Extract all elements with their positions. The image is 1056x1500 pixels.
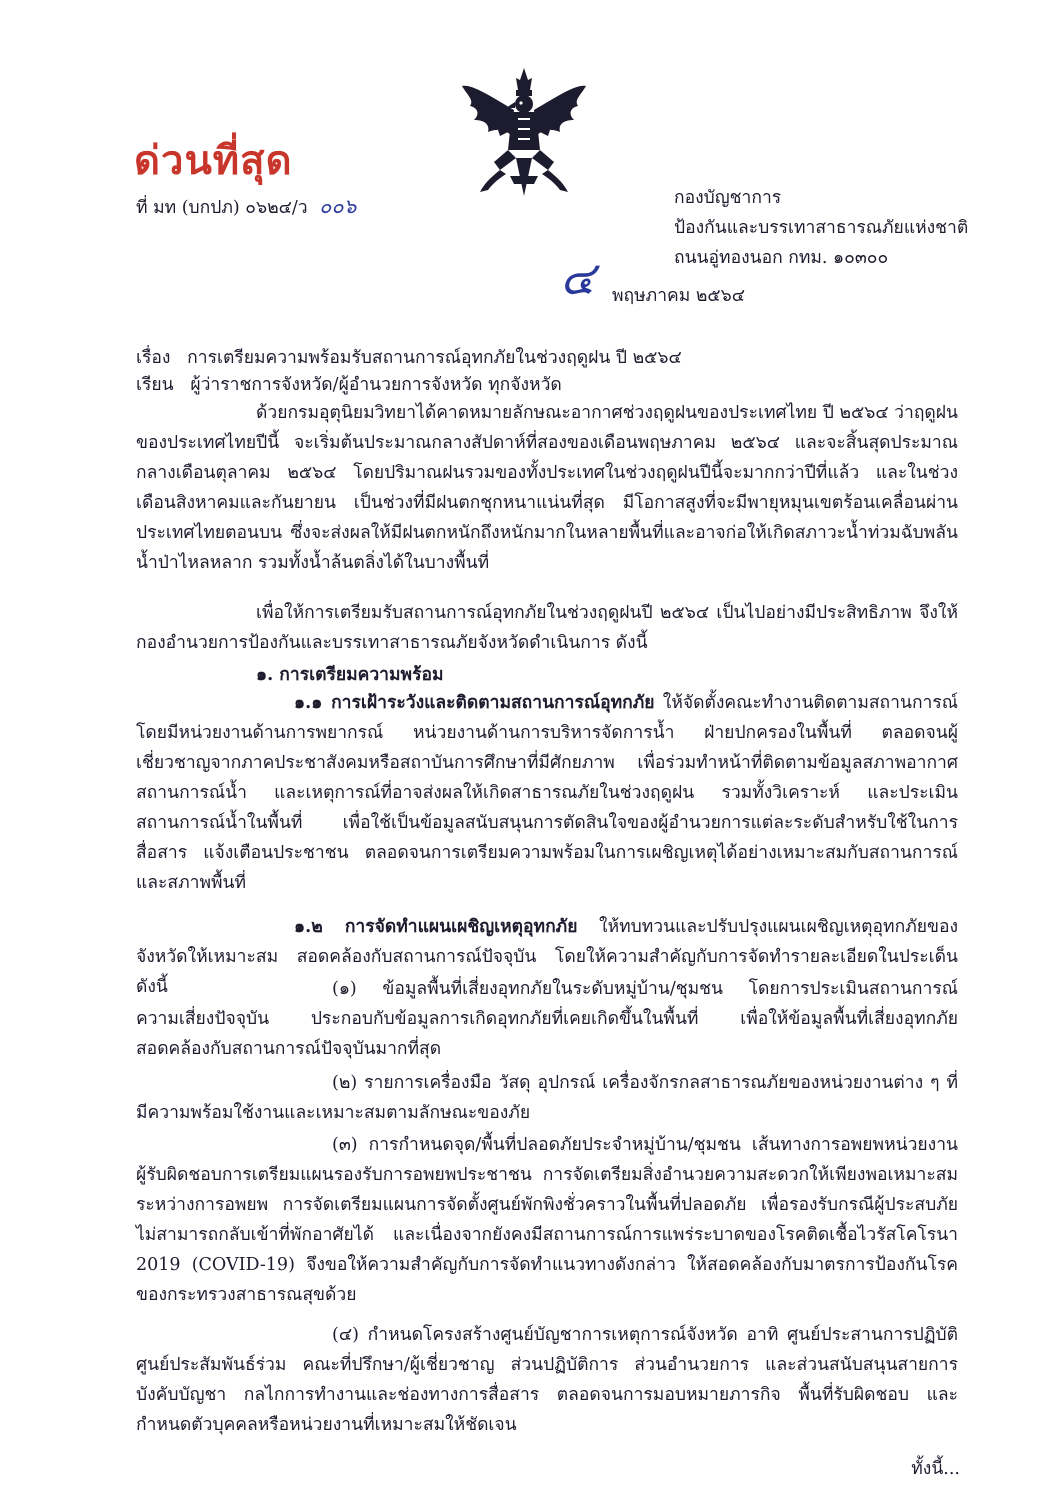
urgency-stamp: ด่วนที่สุด xyxy=(134,138,293,184)
section-1-heading: ๑. การเตรียมความพร้อม xyxy=(256,665,444,685)
subject-text: การเตรียมความพร้อมรับสถานการณ์อุทกภัยในช่วงฤดูฝน ปี ๒๕๖๔ xyxy=(187,348,682,368)
section-1-2-text: ให้ทบทวนและปรับปรุงแผนเผชิญเหตุอุทกภัยของจังหวัดให้เหมาะสม สอดคล้องกับสถานการณ์ปัจจุบัน โดยให้ความสำคัญกับการจัดทำรายละเอียดในประเด็น ดังนี้ xyxy=(136,917,958,997)
paragraph-intro: ด้วยกรมอุตุนิยมวิทยาได้คาดหมายลักษณะอากาศช่วงฤดูฝนของประเทศไทย ปี ๒๕๖๔ ว่าฤดูฝนของประเทศไทยปีนี้ จะเริ่มต้นประมาณกลางสัปดาห์ที่สองของเดือนพฤษภาคม ๒๕๖๔ และจะสิ้นสุดประมาณกลางเดือนตุลาคม ๒๕๖๔ โดยปริมาณฝนรวมของทั้งประเทศในช่วงฤดูฝนปีนี้จะมากกว่าปีที่แล้ว และในช่วงเดือนสิงหาคมและกันยายน เป็นช่วงที่มีฝนตกชุกหนาแน่นที่สุด มีโอกาสสูงที่จะมีพายุหมุนเขตร้อนเคลื่อนผ่านประเทศไทยตอนบน ซึ่งจะส่งผลให้มีฝนตกหนักถึงหนักมากในหลายพื้นที่และอาจก่อให้เกิดสภาวะน้ำท่วมฉับพลัน น้ำป่าไหลหลาก รวมทั้งน้ำล้นตลิ่งได้ในบางพื้นที่ xyxy=(136,403,958,573)
handwritten-document-number: ๐๐๖ xyxy=(319,194,357,218)
section-1-1 xyxy=(136,688,958,898)
reference-text: ที่ มท (บกปภ) ๐๖๒๔/ว xyxy=(136,198,308,218)
section-1-1-text: ให้จัดตั้งคณะทำงานติดตามสถานการณ์ โดยมีหน่วยงานด้านการพยากรณ์ หน่วยงานด้านการบริหารจัดการน้ำ ฝ่ายปกครองในพื้นที่ ตลอดจนผู้เชี่ยวชาญจากภาคประชาสังคมหรือสถาบันการศึกษาที่มีศักยภาพ เพื่อร่วมทำหน้าที่ติดตามข้อมูลสภาพอากาศ สถานการณ์น้ำ และเหตุการณ์ที่อาจส่งผลให้เกิดสาธารณภัยในช่วงฤดูฝน รวมทั้งวิเคราะห์ และประเมินสถานการณ์น้ำในพื้นที่ เพื่อใช้เป็นข้อมูลสนับสนุนการตัดสินใจของผู้อำนวยการแต่ละระดับสำหรับใช้ในการสื่อสาร แจ้งเตือนประชาชน ตลอดจนการเตรียมความพร้อมในการเผชิญเหตุได้อย่างเหมาะสมกับสถานการณ์และสภาพพื้นที่ xyxy=(136,693,959,893)
section-1-1-heading: ๑.๑ การเฝ้าระวังและติดตามสถานการณ์อุทกภัย xyxy=(294,693,655,713)
recipient-label: เรียน xyxy=(136,375,174,395)
recipient-text: ผู้ว่าราชการจังหวัด/ผู้อำนวยการจังหวัด ทุกจังหวัด xyxy=(190,375,562,395)
office-line-2: ป้องกันและบรรเทาสาธารณภัยแห่งชาติ xyxy=(674,218,969,238)
list-item-4: (๔) กำหนดโครงสร้างศูนย์บัญชาการเหตุการณ์จังหวัด อาทิ ศูนย์ประสานการปฏิบัติศูนย์ประสัมพันธ์ร่วม คณะที่ปรึกษา/ผู้เชี่ยวชาญ ส่วนปฏิบัติการ ส่วนอำนวยการ และส่วนสนับสนุนสายการบังคับบัญชา กลไกการทำงานและช่องทางการสื่อสาร ตลอดจนการมอบหมายภารกิจ พื้นที่รับผิดชอบ และกำหนดตัวบุคคลหรือหน่วยงานที่เหมาะสมให้ชัดเจน xyxy=(136,1325,958,1435)
section-1-title xyxy=(136,660,958,690)
handwritten-date-day: ๔ xyxy=(560,251,595,305)
office-line-3: ถนนอู่ทองนอก กทม. ๑๐๓๐๐ xyxy=(674,248,889,268)
reference-number xyxy=(136,190,356,222)
continuation-marker: ทั้งนี้... xyxy=(911,1459,960,1479)
date-text: พฤษภาคม ๒๕๖๔ xyxy=(612,286,745,306)
office-line-1: กองบัญชาการ xyxy=(674,188,782,208)
recipient-line xyxy=(136,370,562,398)
section-1-2-heading: ๑.๒ การจัดทำแผนเผชิญเหตุอุทกภัย xyxy=(294,917,578,937)
subject-label: เรื่อง xyxy=(136,348,171,368)
list-item-1: (๑) ข้อมูลพื้นที่เสี่ยงอุทกภัยในระดับหมู่บ้าน/ชุมชน โดยการประเมินสถานการณ์ความเสี่ยงปัจจุบัน ประกอบกับข้อมูลการเกิดอุทกภัยที่เคยเกิดขึ้นในพื้นที่ เพื่อให้ข้อมูลพื้นที่เสี่ยงอุทกภัยสอดคล้องกับสถานการณ์ปัจจุบันมากที่สุด xyxy=(136,979,958,1059)
subject-line xyxy=(136,343,682,371)
list-item-3: (๓) การกำหนดจุด/พื้นที่ปลอดภัยประจำหมู่บ้าน/ชุมชน เส้นทางการอพยพหน่วยงานผู้รับผิดชอบการเตรียมแผนรองรับการอพยพประชาชน การจัดเตรียมสิ่งอำนวยความสะดวกให้เพียงพอเหมาะสมระหว่างการอพยพ การจัดเตรียมแผนการจัดตั้งศูนย์พักพิงชั่วคราวในพื้นที่ปลอดภัย เพื่อรองรับกรณีผู้ประสบภัยไม่สามารถกลับเข้าที่พักอาศัยได้ และเนื่องจากยังคงมีสถานการณ์การแพร่ระบาดของโรคติดเชื้อไวรัสโคโรนา 2019 (COVID-19) จึงขอให้ความสำคัญกับการจัดทำแนวทางดังกล่าว ให้สอดคล้องกับมาตรการป้องกันโรคของกระทรวงสาธารณสุขด้วย xyxy=(136,1135,958,1305)
list-item-2: (๒) รายการเครื่องมือ วัสดุ อุปกรณ์ เครื่องจักรกลสาธารณภัยของหน่วยงานต่าง ๆ ที่มีความพร้อมใช้งานและเหมาะสมตามลักษณะของภัย xyxy=(136,1073,958,1123)
paragraph-purpose: เพื่อให้การเตรียมรับสถานการณ์อุทกภัยในช่วงฤดูฝนปี ๒๕๖๔ เป็นไปอย่างมีประสิทธิภาพ จึงให้กองอำนวยการป้องกันและบรรเทาสาธารณภัยจังหวัดดำเนินการ ดังนี้ xyxy=(136,603,958,653)
garuda-emblem-icon xyxy=(460,66,588,206)
